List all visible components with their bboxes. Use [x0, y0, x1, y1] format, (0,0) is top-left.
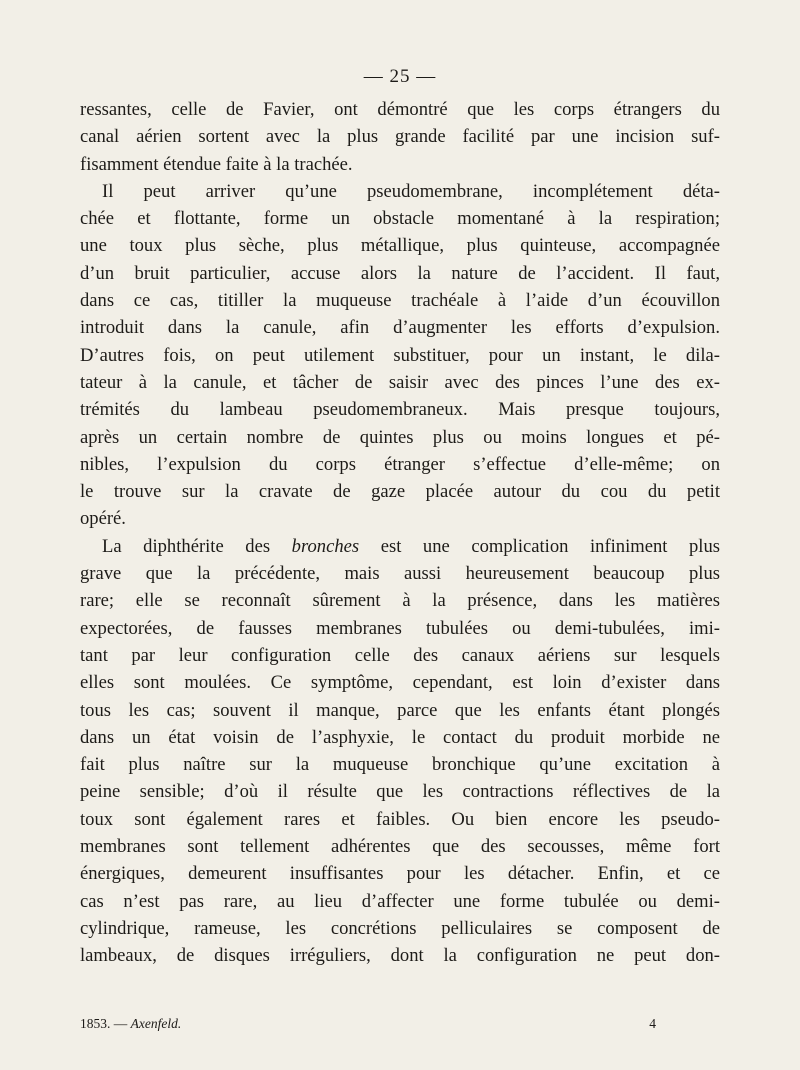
text-line: après un certain nombre de quintes plus ou moins longues et pé-	[80, 426, 720, 448]
text-line: membranes sont tellement adhérentes que des secousses, même fort	[80, 836, 720, 858]
text-line: peine sensible; d’où il résulte que les contractions réflectives de la	[80, 781, 720, 803]
text-line: D’autres fois, on peut utilement substituer, pour un instant, le dila-	[80, 344, 720, 366]
text-line: opéré.	[80, 508, 126, 530]
signature-mark	[80, 1016, 181, 1032]
text-line: rare; elle se reconnaît sûrement à la présence, dans les matières	[80, 590, 720, 612]
text-line: fisamment étendue faite à la trachée.	[80, 153, 353, 175]
text-line: énergiques, demeurent insuffisantes pour les détacher. Enfin, et ce	[80, 863, 720, 885]
text-line: grave que la précédente, mais aussi heureusement beaucoup plus	[80, 563, 720, 585]
text-line: dans ce cas, titiller la muqueuse trachéale à l’aide d’un écouvillon	[80, 290, 720, 312]
body-text	[80, 96, 720, 970]
text-run: est une complication infiniment plus	[359, 535, 720, 557]
emphasis-bronches: bronches	[291, 535, 360, 557]
text-line: expectorées, de fausses membranes tubulées ou demi-tubulées, imi-	[80, 617, 720, 639]
text-line: cas n’est pas rare, au lieu d’affecter une forme tubulée ou demi-	[80, 890, 720, 912]
text-line: chée et flottante, forme un obstacle momentané à la respiration;	[80, 208, 720, 230]
text-line: toux sont également rares et faibles. Ou bien encore les pseudo-	[80, 808, 720, 830]
signature-printer: Axenfeld.	[130, 1016, 182, 1031]
text-line: tous les cas; souvent il manque, parce que les enfants étant plongés	[80, 699, 720, 721]
page-footer	[80, 1016, 720, 1036]
text-line: Il peut arriver qu’une pseudomembrane, incomplétement déta-	[102, 180, 720, 202]
text-line: d’un bruit particulier, accuse alors la nature de l’accident. Il faut,	[80, 262, 720, 284]
signature-year: 1853. —	[80, 1016, 128, 1031]
text-line: tateur à la canule, et tâcher de saisir avec des pinces l’une des ex-	[80, 371, 720, 393]
sheet-number: 4	[649, 1016, 656, 1031]
text-line: lambeaux, de disques irréguliers, dont la configuration ne peut don-	[80, 945, 720, 967]
text-line: fait plus naître sur la muqueuse bronchique qu’une excitation à	[80, 754, 720, 776]
text-run: La diphthérite des	[102, 535, 292, 557]
text-line: nibles, l’expulsion du corps étranger s’effectue d’elle-même; on	[80, 453, 720, 475]
text-line: tant par leur configuration celle des canaux aériens sur lesquels	[80, 644, 720, 666]
text-line: une toux plus sèche, plus métallique, plus quinteuse, accompagnée	[80, 235, 720, 257]
page-number: — 25 —	[363, 66, 437, 87]
text-line: cylindrique, rameuse, les concrétions pelliculaires se composent de	[80, 917, 720, 939]
text-line	[80, 533, 720, 560]
text-line: elles sont moulées. Ce symptôme, cependant, est loin d’exister dans	[80, 672, 720, 694]
text-line: canal aérien sortent avec la plus grande facilité par une incision suf-	[80, 126, 720, 148]
text-line: le trouve sur la cravate de gaze placée autour du cou du petit	[80, 481, 720, 503]
text-line: introduit dans la canule, afin d’augmenter les efforts d’expulsion.	[80, 317, 720, 339]
text-line: ressantes, celle de Favier, ont démontré que les corps étrangers du	[80, 99, 720, 120]
text-line: trémités du lambeau pseudomembraneux. Mais presque toujours,	[80, 399, 720, 421]
text-line: dans un état voisin de l’asphyxie, le contact du produit morbide ne	[80, 726, 720, 748]
